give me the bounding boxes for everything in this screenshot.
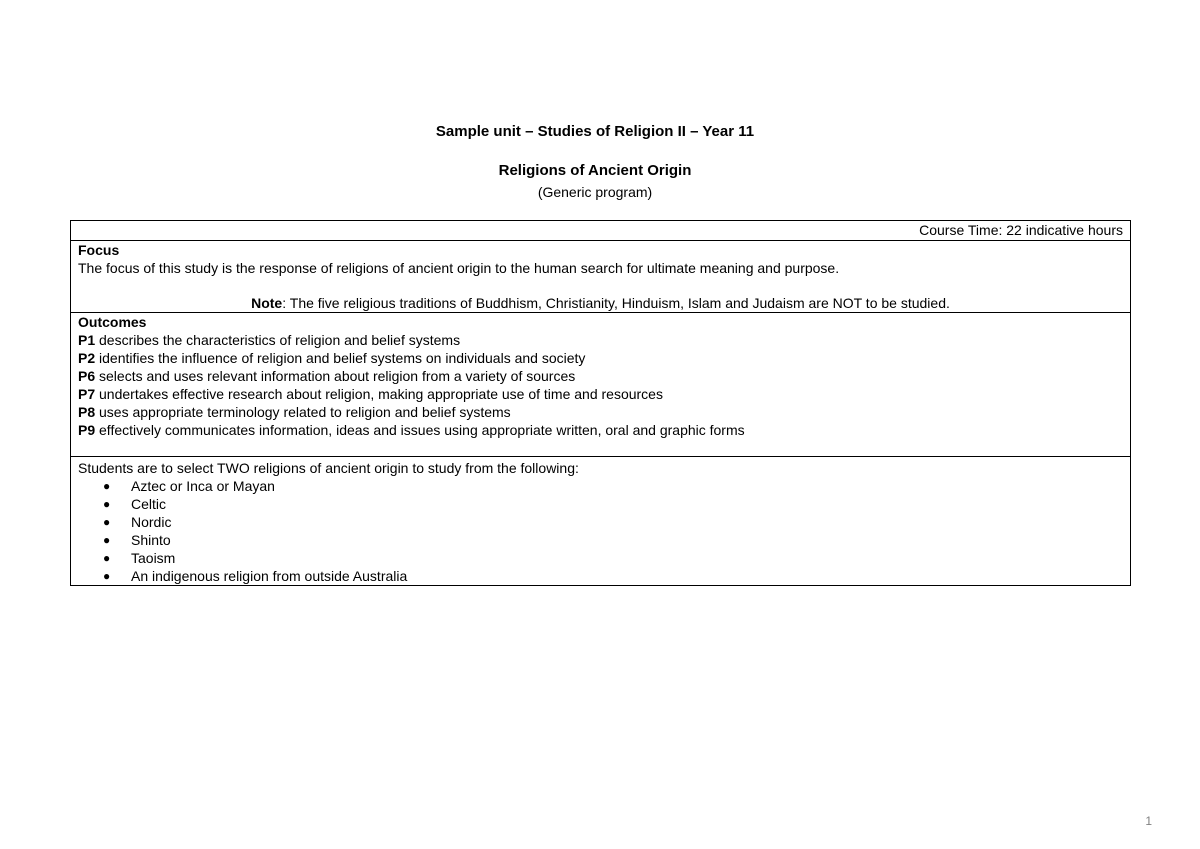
outcome-item (78, 331, 1123, 349)
religions-intro: Students are to select TWO religions of ancient origin to study from the following: (78, 460, 579, 476)
program-subtitle: (Generic program) (537, 184, 653, 200)
outcome-code: P8 (78, 404, 96, 420)
outcome-code: P2 (78, 350, 96, 366)
focus-cell (71, 241, 1131, 313)
unit-table (70, 220, 1131, 586)
outcome-code: P9 (78, 422, 96, 438)
bullet-icon: ● (103, 479, 111, 493)
list-item (103, 513, 1123, 531)
outcome-item (78, 367, 1123, 385)
bullet-icon: ● (103, 551, 111, 565)
outcome-item (78, 349, 1123, 367)
outcome-code: P7 (78, 386, 96, 402)
religion-option: Taoism (131, 550, 176, 566)
religion-option: Aztec or Inca or Mayan (131, 478, 275, 494)
religion-option: Nordic (131, 514, 172, 530)
outcome-text: selects and uses relevant information about religion from a variety of sources (95, 368, 576, 384)
outcomes-cell (71, 313, 1131, 457)
outcome-item (78, 385, 1123, 403)
outcomes-list (78, 331, 1123, 439)
bullet-icon: ● (103, 569, 111, 583)
outcome-text: effectively communicates information, ideas and issues using appropriate written, oral and graphic forms (95, 422, 745, 438)
list-item (103, 567, 1123, 585)
outcome-item (78, 421, 1123, 439)
religion-option: Celtic (131, 496, 167, 512)
note-text: : The five religious traditions of Buddhism, Christianity, Hinduism, Islam and Judaism are NOT to be studied. (282, 295, 950, 311)
outcome-text: undertakes effective research about religion, making appropriate use of time and resources (95, 386, 663, 402)
course-time: Course Time: 22 indicative hours (71, 221, 1131, 241)
focus-row (71, 241, 1131, 313)
section-title: Religions of Ancient Origin (498, 162, 692, 179)
outcome-code: P6 (78, 368, 96, 384)
course-time-row (71, 221, 1131, 241)
outcome-text: describes the characteristics of religion and belief systems (95, 332, 461, 348)
religion-option: Shinto (131, 532, 171, 548)
unit-title: Sample unit – Studies of Religion II – Year 11 (435, 123, 755, 140)
outcome-text: identifies the influence of religion and belief systems on individuals and society (95, 350, 586, 366)
list-item (103, 549, 1123, 567)
religions-row (71, 457, 1131, 586)
focus-heading: Focus (78, 242, 120, 258)
bullet-icon: ● (103, 497, 111, 511)
outcomes-heading: Outcomes (78, 314, 147, 330)
outcome-item (78, 403, 1123, 421)
religion-option: An indigenous religion from outside Australia (131, 568, 408, 584)
list-item (103, 477, 1123, 495)
religions-cell (71, 457, 1131, 586)
outcomes-row (71, 313, 1131, 457)
bullet-icon: ● (103, 533, 111, 547)
outcome-text: uses appropriate terminology related to religion and belief systems (95, 404, 511, 420)
focus-note (78, 294, 1123, 312)
page-number: 1 (1145, 814, 1152, 828)
bullet-icon: ● (103, 515, 111, 529)
list-item (103, 531, 1123, 549)
focus-text: The focus of this study is the response of religions of ancient origin to the human search for ultimate meaning and purpose. (78, 260, 840, 276)
note-label: Note (251, 295, 283, 311)
list-item (103, 495, 1123, 513)
outcome-code: P1 (78, 332, 96, 348)
religions-list (78, 477, 1123, 585)
